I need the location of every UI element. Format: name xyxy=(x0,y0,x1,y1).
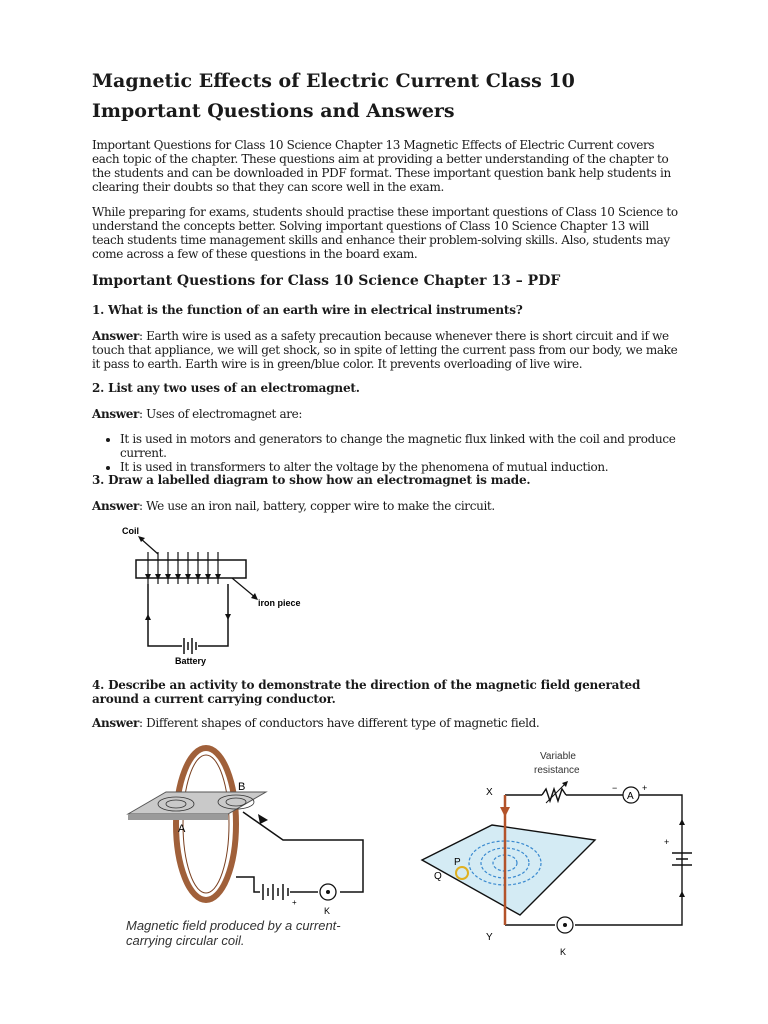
question-2: 2. List any two uses of an electromagnet. xyxy=(92,381,360,395)
answer-3-text: : We use an iron nail, battery, copper wire to make the circuit. xyxy=(138,499,495,513)
answer-2-text: : Uses of electromagnet are: xyxy=(138,407,303,421)
coil-key-label: K xyxy=(324,906,331,916)
coil-label: Coil xyxy=(122,526,139,536)
answer-3 xyxy=(92,499,682,513)
point-p-label: P xyxy=(454,857,461,868)
point-y-label: Y xyxy=(486,932,493,943)
electromagnet-diagram xyxy=(110,520,330,670)
answer-label: Answer xyxy=(92,407,139,421)
variable-label: Variable xyxy=(540,751,576,762)
resistance-label: resistance xyxy=(534,765,580,776)
intro-paragraph-1: Important Questions for Class 10 Science Chapter 13 Magnetic Effects of Electric Current covers each topic of the chapter. These questions aim at providing a better understanding of the chapter to the students and can be downloaded in PDF format. These important question bank help students in clearing their doubts so that they can score well in the exam. xyxy=(92,138,671,194)
uses-list xyxy=(92,432,710,474)
answer-label: Answer xyxy=(92,716,139,730)
question-1: 1. What is the function of an earth wire in electrical instruments? xyxy=(92,303,523,317)
answer-4 xyxy=(92,716,682,730)
page-title: Magnetic Effects of Electric Current Class 10 Important Questions and Answers xyxy=(92,70,575,122)
ammeter-label: A xyxy=(627,791,634,802)
point-q-label: Q xyxy=(434,871,442,882)
list-item: • It is used in motors and generators to change the magnetic flux linked with the coil and produce current. xyxy=(120,432,710,460)
iron-piece-label: iron piece xyxy=(258,598,301,608)
answer-2 xyxy=(92,407,682,421)
question-3: 3. Draw a labelled diagram to show how an electromagnet is made. xyxy=(92,473,531,487)
answer-1-text: : Earth wire is used as a safety precaution because whenever there is short circuit and if we touch that appliance, we will get shock, so in spite of letting the current pass from our body, we make it pass to earth. Earth wire is in green/blue color. It prevents overloading of live wire. xyxy=(92,329,678,371)
list-item: • It is used in transformers to alter the voltage by the phenomena of mutual induction. xyxy=(120,460,710,474)
conductor-key-label: K xyxy=(560,947,567,957)
battery-label: Battery xyxy=(175,656,207,666)
point-a-label: A xyxy=(178,823,186,835)
circular-coil-figure xyxy=(118,742,388,957)
coil-caption-line-1: Magnetic field produced by a current- xyxy=(126,918,341,933)
answer-4-text: : Different shapes of conductors have different type of magnetic field. xyxy=(138,716,540,730)
answer-label: Answer xyxy=(92,329,139,343)
battery-plus-sign: + xyxy=(664,837,670,847)
ammeter-minus: − xyxy=(612,783,618,793)
point-b-label: B xyxy=(238,781,246,793)
ammeter-plus: + xyxy=(642,783,648,793)
straight-conductor-figure xyxy=(410,745,710,965)
section-heading: Important Questions for Class 10 Science Chapter 13 – PDF xyxy=(92,273,561,289)
answer-label: Answer xyxy=(92,499,139,513)
answer-1 xyxy=(92,329,682,371)
point-x-label: X xyxy=(486,787,493,798)
coil-caption-line-2: carrying circular coil. xyxy=(126,933,245,948)
intro-paragraph-2: While preparing for exams, students should practise these important questions of Class 10 Science to understand the concepts better. Solving important questions of Class 10 Science Chapter 13 will teach students time management skills and enhance their problem-solving skills. Also, students may come across a few of these questions in the board exam. xyxy=(92,205,678,261)
battery-plus: + xyxy=(292,898,297,907)
question-4: 4. Describe an activity to demonstrate the direction of the magnetic field generated around a current carrying conductor. xyxy=(92,678,641,706)
